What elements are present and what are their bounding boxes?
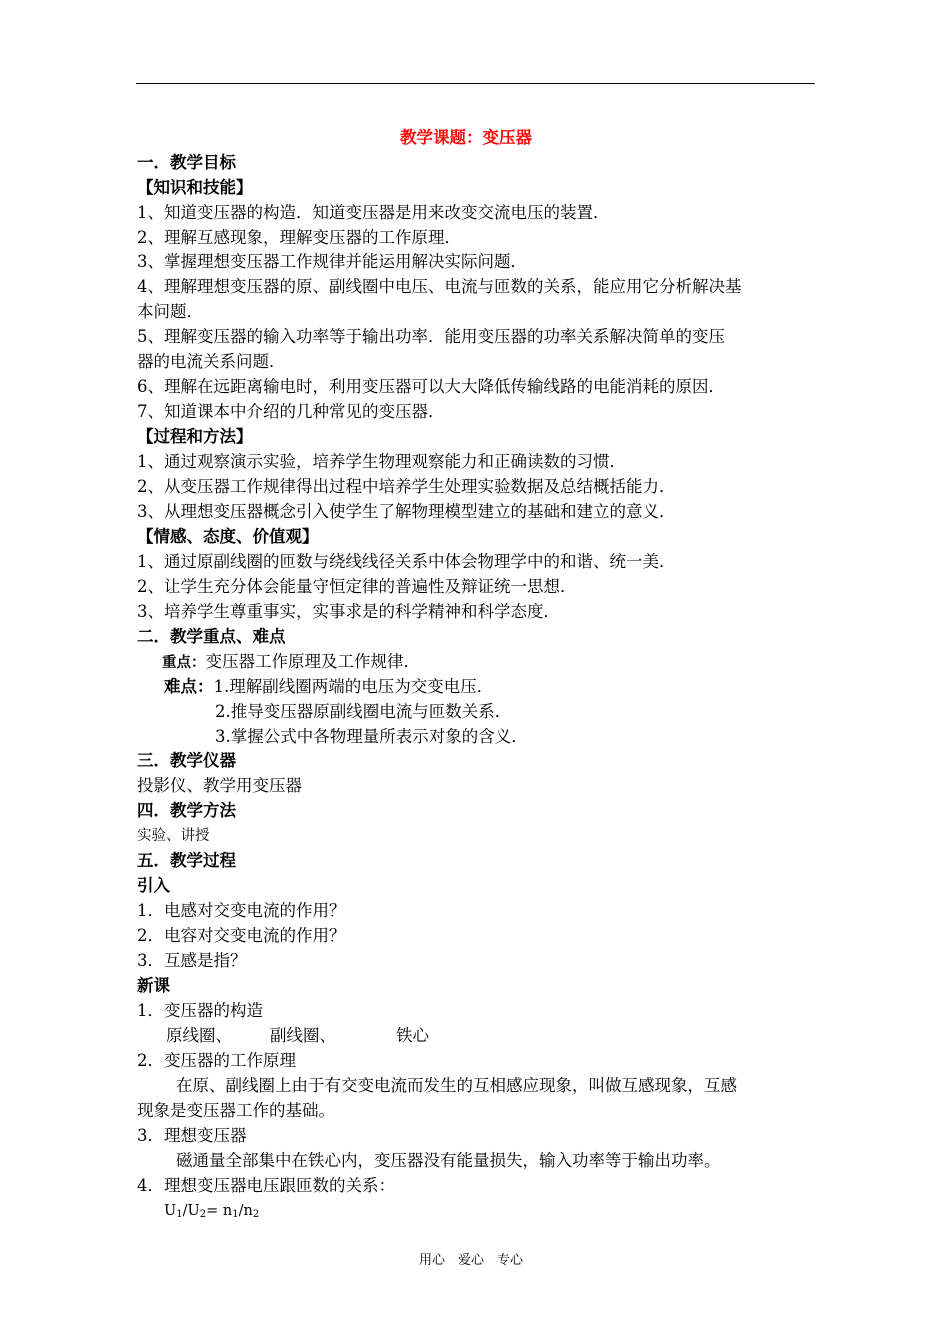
process-item-2: 2、从变压器工作规律得出过程中培养学生处理实验数据及总结概括能力．: [137, 477, 676, 496]
intro-item-1: 1．电感对交变电流的作用？: [137, 901, 346, 920]
difficulty-item-3: 3.掌握公式中各物理量所表示对象的含义．: [215, 727, 528, 746]
difficulty-item-1: 1.理解副线圈两端的电压为交变电压．: [213, 677, 494, 696]
emotion-item-3: 3、培养学生尊重事实，实事求是的科学精神和科学态度．: [137, 602, 560, 621]
difficulty-line-1: [164, 677, 493, 697]
emotion-item-1: 1、通过原副线圈的匝数与绕线线径关系中体会物理学中的和谐、统一美．: [137, 552, 676, 571]
principle-text-b: 现象是变压器工作的基础。: [137, 1101, 335, 1120]
voltage-turns-formula: $U_1/U_2= n_1/n_2$: [164, 1203, 260, 1220]
intro-heading: 引入: [137, 876, 170, 895]
key-point-line: [162, 652, 420, 673]
process-item-3: 3、从理想变压器概念引入使学生了解物理模型建立的基础和建立的意义．: [137, 502, 676, 521]
header-rule: [136, 83, 815, 84]
part-secondary-coil: 副线圈、: [270, 1026, 336, 1045]
knowledge-item-4b: 本问题．: [137, 302, 203, 321]
knowledge-item-4a: 4、理解理想变压器的原、副线圈中电压、电流与匝数的关系，能应用它分析解决基: [137, 277, 742, 296]
knowledge-item-1: 1、知道变压器的构造．知道变压器是用来改变交流电压的装置．: [137, 203, 610, 222]
knowledge-item-5b: 器的电流关系问题．: [137, 352, 286, 371]
key-point-label: 重点：: [162, 654, 206, 671]
knowledge-item-3: 3、掌握理想变压器工作规律并能运用解决实际问题．: [137, 252, 527, 271]
new-item-1: 1．变压器的构造: [137, 1001, 263, 1020]
process-heading: 【过程和方法】: [137, 427, 253, 446]
knowledge-item-5a: 5、理解变压器的输入功率等于输出功率．能用变压器的功率关系解决简单的变压: [137, 327, 725, 346]
part-iron-core: 铁心: [396, 1026, 429, 1045]
emotion-heading: 【情感、态度、价值观】: [137, 527, 319, 546]
new-item-3: 3．理想变压器: [137, 1126, 247, 1145]
knowledge-item-6: 6、理解在远距离输电时，利用变压器可以大大降低传输线路的电能消耗的原因．: [137, 377, 725, 396]
intro-item-3: 3．互感是指？: [137, 951, 247, 970]
difficulty-item-2: 2.推导变压器原副线圈电流与匝数关系．: [215, 702, 512, 721]
emotion-item-2: 2、让学生充分体会能量守恒定律的普遍性及辩证统一思想．: [137, 577, 577, 596]
section-1-heading: 一．教学目标: [137, 153, 236, 172]
process-item-1: 1、通过观察演示实验，培养学生物理观察能力和正确读数的习惯．: [137, 452, 626, 471]
section-3-heading: 三．教学仪器: [137, 751, 236, 770]
page-title: 教学课题：变压器: [400, 128, 532, 147]
page-footer: 用心 爱心 专心: [419, 1253, 524, 1268]
intro-item-2: 2．电容对交变电流的作用？: [137, 926, 346, 945]
new-lesson-heading: 新课: [137, 976, 170, 995]
principle-text-a: 在原、副线圈上由于有交变电流而发生的互相感应现象，叫做互感现象，互感: [176, 1076, 737, 1095]
section-5-heading: 五．教学过程: [137, 851, 236, 870]
methods-text: 实验、讲授: [137, 828, 210, 844]
knowledge-heading: 【知识和技能】: [137, 178, 253, 197]
part-primary-coil: 原线圈、: [166, 1026, 232, 1045]
ideal-transformer-text: 磁通量全部集中在铁心内，变压器没有能量损失，输入功率等于输出功率。: [176, 1151, 721, 1170]
section-4-heading: 四．教学方法: [137, 801, 236, 820]
new-item-4: 4．理想变压器电压跟匝数的关系：: [137, 1176, 395, 1195]
knowledge-item-7: 7、知道课本中介绍的几种常见的变压器．: [137, 402, 445, 421]
new-item-2: 2．变压器的工作原理: [137, 1051, 296, 1070]
knowledge-item-2: 2、理解互感现象，理解变压器的工作原理．: [137, 228, 461, 247]
key-point-text: 变压器工作原理及工作规律．: [205, 652, 420, 671]
section-2-heading: 二．教学重点、难点: [137, 627, 286, 646]
difficulty-label: 难点：: [164, 677, 214, 696]
instruments-text: 投影仪、教学用变压器: [137, 776, 302, 795]
